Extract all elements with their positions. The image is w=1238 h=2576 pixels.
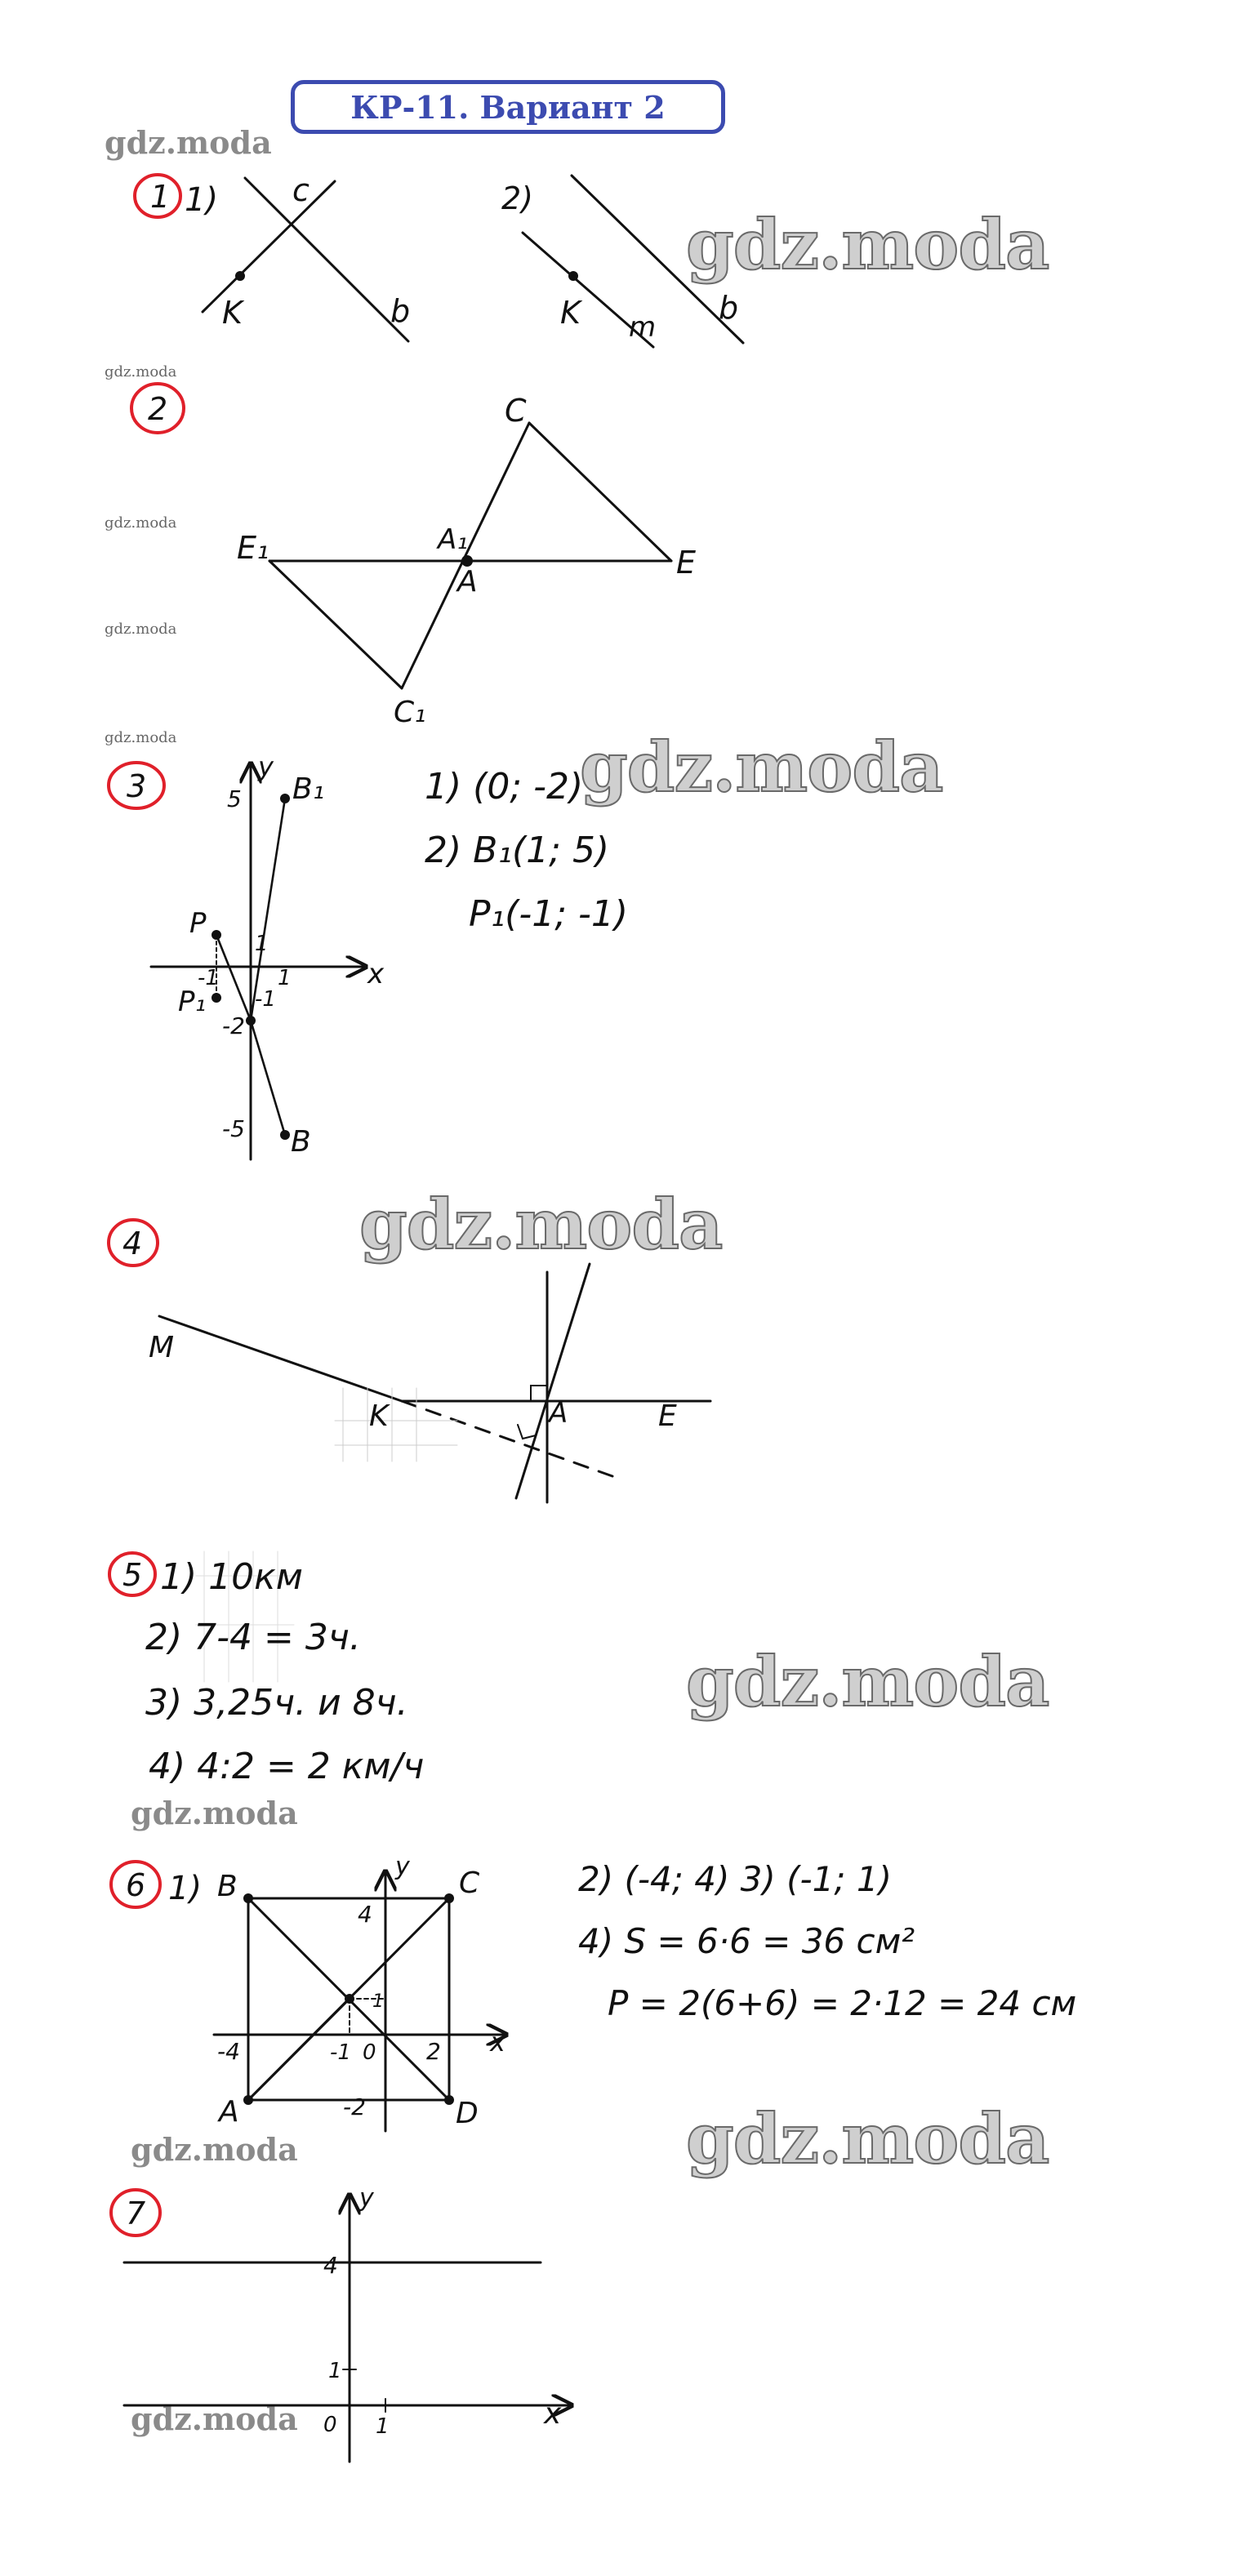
label-a1: A₁	[438, 523, 468, 556]
task6-answer-3: P = 2(6+6) = 2·12 = 24 см	[608, 1983, 1077, 2023]
label-axis-y: y	[359, 2184, 374, 2213]
task6-answer-2: 4) S = 6·6 = 36 см²	[578, 1921, 915, 1961]
tick-ym1: -1	[255, 987, 276, 1012]
line-b	[245, 178, 411, 341]
watermark: gdz.moda	[131, 2400, 298, 2437]
tick-y1: 1	[328, 2359, 342, 2383]
tick-y1: 1	[372, 1991, 384, 2012]
task3-answer-1: 1) (0; -2)	[425, 766, 584, 808]
task5-answer-2: 2) 7-4 = 3ч.	[145, 1617, 361, 1658]
task7-number: 7	[126, 2196, 146, 2231]
task4-number: 4	[122, 1226, 143, 1261]
watermark: gdz.moda	[131, 1795, 298, 1831]
task2-number: 2	[148, 391, 168, 427]
label-line-c: c	[292, 172, 310, 208]
watermark: gdz.moda	[105, 514, 177, 532]
point-b	[280, 1130, 290, 1140]
point-center	[345, 1994, 354, 2004]
label-point-k: K	[222, 295, 243, 331]
task2-figure	[131, 384, 671, 688]
label-k: K	[369, 1399, 389, 1433]
task3-answer-2: 2) B₁(1; 5)	[425, 830, 610, 871]
line-b2	[572, 176, 743, 343]
task7-figure	[111, 2190, 572, 2462]
task6-number: 6	[126, 1867, 146, 1903]
label-p1: P₁	[178, 985, 207, 1018]
point-k	[235, 271, 245, 281]
task1-part1-label: 1)	[185, 181, 219, 219]
tick-x1: 1	[278, 966, 292, 990]
task5-answer-3: 3) 3,25ч. и 8ч.	[145, 1682, 408, 1724]
tick-ym2: -2	[222, 1012, 245, 1039]
tick-x1: 1	[376, 2414, 390, 2439]
watermark: gdz.moda	[131, 2131, 298, 2168]
tick-y1: 1	[255, 932, 269, 956]
tick-xm4: -4	[217, 2038, 240, 2065]
watermark: gdz.moda	[105, 363, 177, 380]
task3-answer-3: P₁(-1; -1)	[469, 893, 629, 935]
watermark: gdz.moda	[580, 727, 943, 808]
label-c1: C₁	[394, 696, 426, 729]
label-a: A	[219, 2095, 239, 2129]
label-axis-x: x	[544, 2397, 562, 2431]
watermark: gdz.moda	[105, 621, 177, 638]
label-a: A	[549, 1397, 568, 1430]
point-p1	[212, 993, 221, 1003]
label-axis-y: y	[395, 1853, 410, 1881]
ray-km	[159, 1316, 402, 1401]
label-a: A	[457, 565, 478, 598]
label-e1: E₁	[237, 530, 269, 566]
task3-number: 3	[127, 768, 147, 804]
label-point-k2: K	[560, 295, 581, 331]
label-line-b: b	[390, 293, 411, 329]
label-line-m: m	[629, 311, 657, 344]
watermark: gdz.moda	[686, 2098, 1049, 2179]
tick-xm1: -1	[198, 966, 219, 990]
task6-part-label: 1)	[168, 1870, 203, 1907]
task6-answer-1: 2) (-4; 4) 3) (-1; 1)	[578, 1859, 893, 1899]
label-e: E	[676, 545, 697, 581]
watermark: gdz.moda	[359, 1184, 723, 1265]
watermark: gdz.moda	[686, 204, 1049, 285]
task5-number: 5	[122, 1557, 143, 1593]
tick-y4: 4	[358, 1901, 372, 1928]
tick-y5: 5	[227, 785, 242, 812]
watermark: gdz.moda	[105, 124, 272, 161]
tick-xm1: -1	[330, 2040, 351, 2065]
label-p: P	[189, 907, 207, 940]
label-axis-x: x	[490, 2027, 505, 2058]
tick-x0: 0	[363, 2040, 376, 2065]
point-p	[212, 930, 221, 940]
label-b: B	[217, 1870, 238, 1903]
point-intersect	[246, 1016, 256, 1026]
tick-x2: 2	[426, 2038, 441, 2065]
label-axis-y: y	[258, 751, 274, 782]
task1-number: 1	[150, 179, 171, 215]
label-c: C	[505, 393, 527, 429]
watermark: gdz.moda	[686, 1641, 1049, 1722]
label-c: C	[459, 1866, 480, 1900]
task3-figure	[109, 763, 366, 1159]
task1-part2-label: 2)	[501, 180, 534, 216]
task4-figure	[109, 1220, 710, 1502]
label-d: D	[456, 2097, 479, 2130]
point-k2	[568, 271, 578, 281]
label-line-b2: b	[719, 290, 739, 326]
point-b1	[280, 794, 290, 803]
task5-answer-4: 4) 4:2 = 2 км/ч	[149, 1746, 425, 1787]
tick-ym2: -2	[343, 2093, 366, 2120]
label-b: B	[291, 1125, 311, 1159]
label-e: E	[658, 1399, 677, 1433]
label-b1: B₁	[292, 772, 325, 806]
watermark: gdz.moda	[105, 729, 177, 746]
label-m: M	[149, 1331, 175, 1364]
tick-x0: 0	[323, 2413, 337, 2437]
task5-answer-1: 1) 10км	[160, 1556, 303, 1598]
dashed-line	[402, 1401, 612, 1476]
label-axis-x: x	[367, 958, 385, 990]
tick-y4: 4	[323, 2252, 338, 2279]
tick-ym5: -5	[222, 1115, 245, 1142]
page-title: КР-11. Вариант 2	[350, 88, 666, 126]
